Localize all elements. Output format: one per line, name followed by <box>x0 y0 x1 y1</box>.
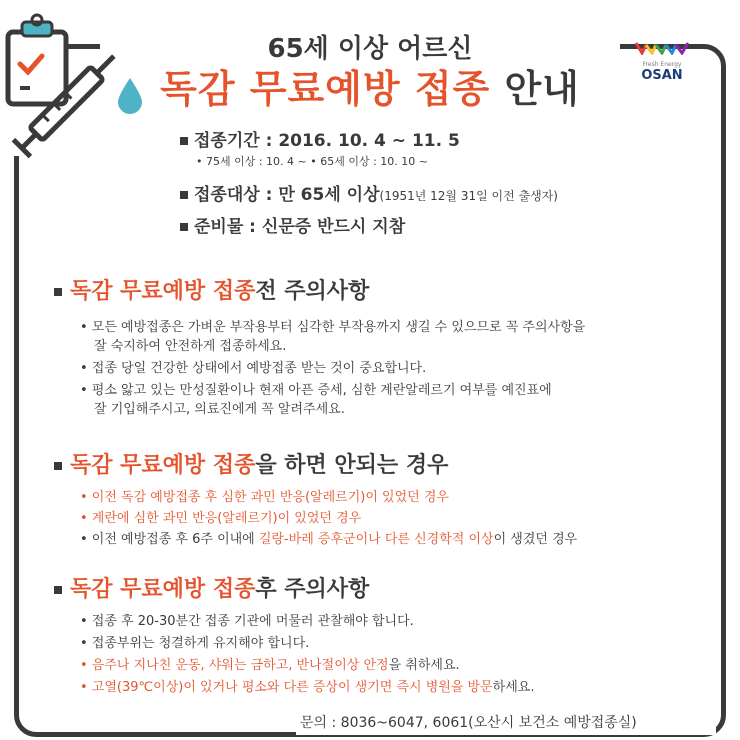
list-item: • 고열(39℃이상)이 있거나 평소와 다른 증상이 생기면 즉시 병원을 방문하세요. <box>80 680 535 695</box>
header-subtitle: 65세 이상 어르신 <box>267 34 473 64</box>
section-heading-contraindications: 독감 무료예방 접종을 하면 안되는 경우 <box>54 448 448 479</box>
clipboard-syringe-illustration <box>0 0 170 175</box>
list-item: • 이전 독감 예방접종 후 심한 과민 반응(알레르기)이 있었던 경우 <box>80 490 449 505</box>
title-highlight: 독감 무료예방 접종 <box>160 67 491 111</box>
osan-logo <box>632 40 692 92</box>
list-item: • 접종부위는 청결하게 유지해야 합니다. <box>80 636 310 651</box>
list-item: • 음주나 지나친 운동, 샤워는 금하고, 반나절이상 안정을 취하세요. <box>80 658 460 673</box>
logo-tagline: Fresh Energy <box>642 61 682 68</box>
list-item: • 접종 후 20-30분간 접종 기관에 머물러 관찰해야 합니다. <box>80 614 414 629</box>
list-item: • 이전 예방접종 후 6주 이내에 길랑-바레 증후군이나 다른 신경학적 이상이 생겼던 경우 <box>80 532 578 547</box>
section-heading-before: 독감 무료예방 접종전 주의사항 <box>54 274 369 305</box>
info-prep: 준비물 : 신문증 반드시 지참 <box>180 212 405 237</box>
list-item: 잘 기입해주시고, 의료진에게 꼭 알려주세요. <box>94 402 345 417</box>
section-heading-after: 독감 무료예방 접종후 주의사항 <box>54 572 369 603</box>
list-item: 잘 숙지하여 안전하게 접종하세요. <box>94 339 287 354</box>
logo-name: OSAN <box>641 68 683 83</box>
page-title <box>150 58 590 113</box>
info-target: 접종대상 : 만 65세 이상(1951년 12월 31일 이전 출생자) <box>180 180 558 205</box>
info-period: 접종기간 : 2016. 10. 4 ~ 11. 5 <box>180 126 460 151</box>
list-item: • 모든 예방접종은 가벼운 부작용부터 심각한 부작용까지 생길 수 있으므로 꼭 주의사항을 <box>80 320 586 335</box>
list-item: • 평소 앓고 있는 만성질환이나 현재 아픈 증세, 심한 계란알레르기 여부를 예진표에 <box>80 383 552 398</box>
info-period-sub: • 75세 이상 : 10. 4 ~ • 65세 이상 : 10. 10 ~ <box>196 155 429 168</box>
list-item: • 계란에 심한 과민 반응(알레르기)이 있었던 경우 <box>80 511 362 526</box>
drop-icon <box>118 78 142 114</box>
osan-logo-mark <box>634 41 690 55</box>
list-item: • 접종 당일 건강한 상태에서 예방접종 받는 것이 중요합니다. <box>80 361 427 376</box>
contact-footer: 문의 : 8036~6047, 6061(오산시 보건소 예방접종실) <box>300 715 637 731</box>
title-rest: 안내 <box>490 67 580 111</box>
